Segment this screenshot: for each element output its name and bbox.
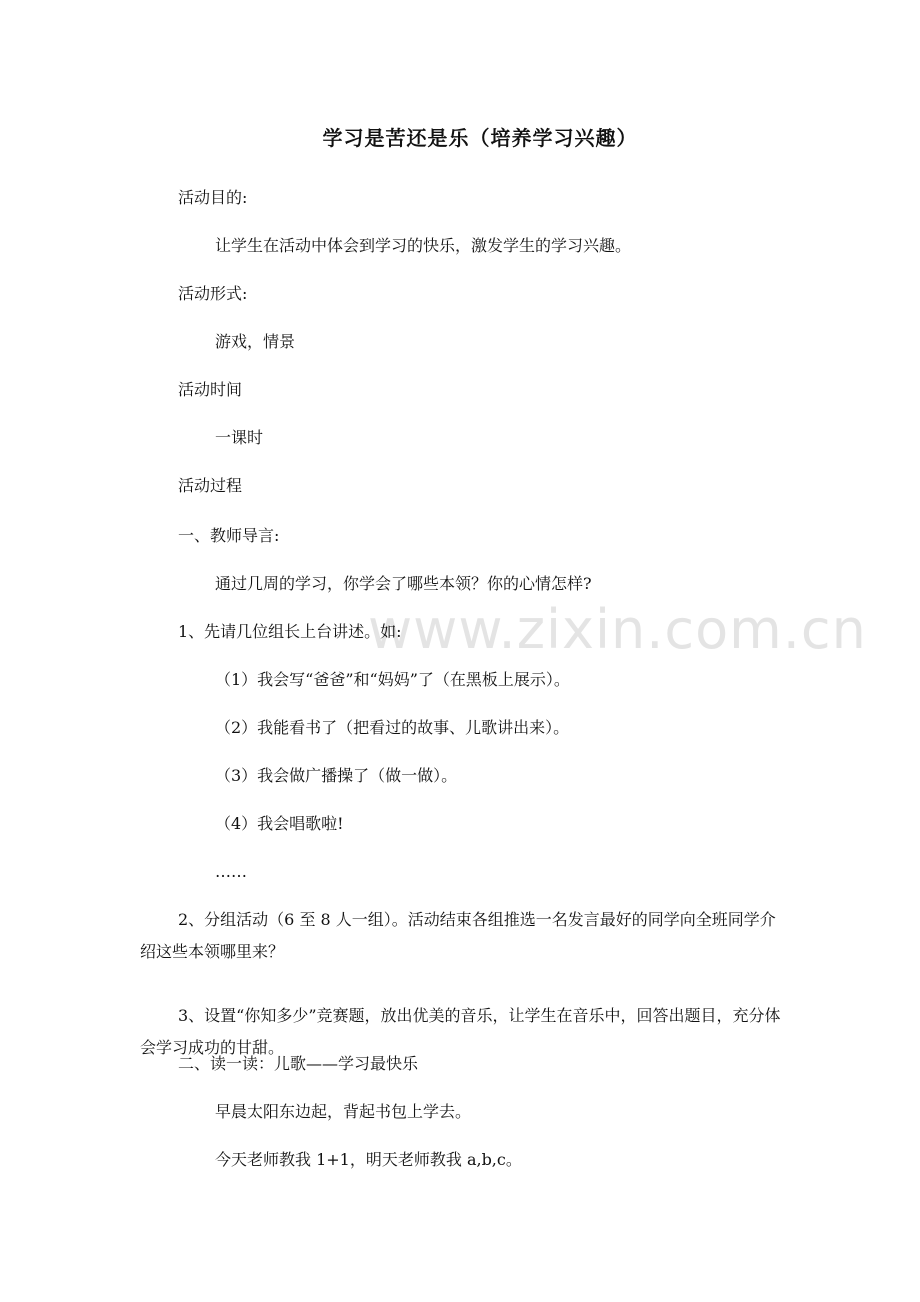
ellipsis: …… bbox=[215, 862, 247, 881]
watermark: www.zixin.com.cn bbox=[368, 598, 867, 661]
list-item: （3）我会做广播操了（做一做）。 bbox=[215, 766, 458, 785]
section-heading-goal: 活动目的: bbox=[178, 188, 248, 207]
list-item: （1）我会写“爸爸”和“妈妈”了（在黑板上展示）。 bbox=[215, 670, 570, 689]
paragraph-group-activity: 2、分组活动（6 至 8 人一组）。活动结束各组推选一名发言最好的同学向全班同学介绍这些本领哪里来？ bbox=[140, 910, 776, 961]
time-text: 一课时 bbox=[215, 428, 264, 447]
teacher-question: 通过几周的学习，你学会了哪些本领？你的心情怎样? bbox=[215, 574, 592, 593]
section-heading-time: 活动时间 bbox=[178, 380, 243, 399]
section-heading-form: 活动形式: bbox=[178, 284, 248, 303]
list-item: （2）我能看书了（把看过的故事、儿歌讲出来）。 bbox=[215, 718, 570, 737]
process-step-1-heading: 一、教师导言: bbox=[178, 526, 280, 545]
list-item: 1、先请几位组长上台讲述。如: bbox=[178, 622, 402, 641]
paragraph-quiz: 3、设置“你知多少”竞赛题，放出优美的音乐，让学生在音乐中，回答出题目，充分体会学习成功的甘甜。 bbox=[140, 1006, 781, 1057]
document-title: 学习是苦还是乐（培养学习兴趣） bbox=[322, 126, 638, 150]
list-item: （4）我会唱歌啦! bbox=[215, 814, 344, 833]
rhyme-line: 早晨太阳东边起，背起书包上学去。 bbox=[215, 1102, 472, 1121]
section-heading-process: 活动过程 bbox=[178, 476, 243, 495]
rhyme-line: 今天老师教我 1+1，明天老师教我 a,b,c。 bbox=[215, 1150, 522, 1169]
section-heading-read: 二、读一读：儿歌——学习最快乐 bbox=[178, 1054, 419, 1073]
goal-text: 让学生在活动中体会到学习的快乐，激发学生的学习兴趣。 bbox=[215, 236, 632, 255]
form-text: 游戏，情景 bbox=[215, 332, 296, 351]
